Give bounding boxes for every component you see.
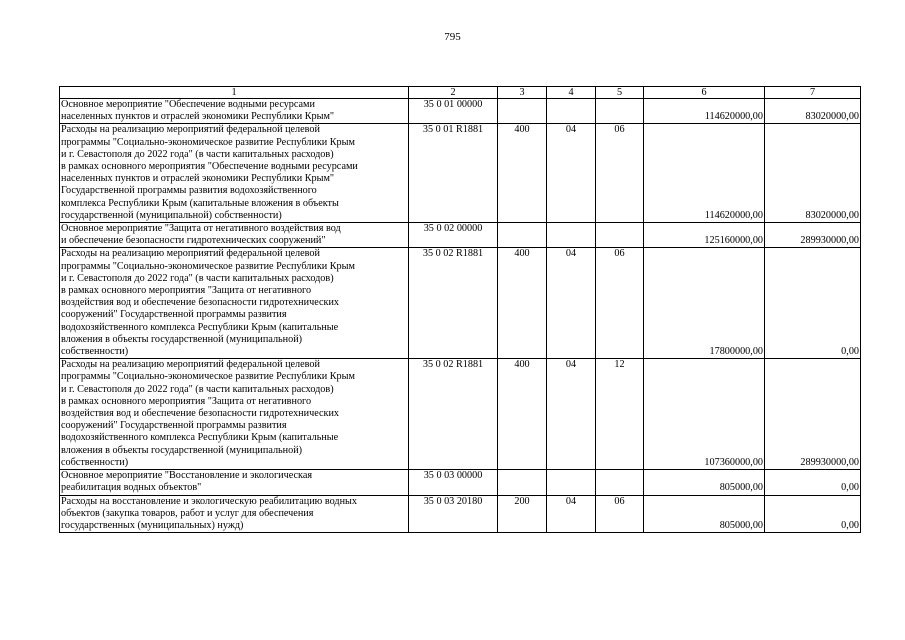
- row-col5: 06: [596, 248, 644, 359]
- table-row: [60, 124, 861, 223]
- row-col4: 04: [547, 359, 596, 470]
- column-header: 5: [596, 87, 644, 99]
- table-row: [60, 470, 861, 495]
- row-col4: 04: [547, 495, 596, 533]
- row-col3: [498, 223, 547, 248]
- column-header: 7: [765, 87, 861, 99]
- table-row: [60, 495, 861, 533]
- row-amount-col6: 114620000,00: [644, 124, 765, 223]
- row-amount-col6: 107360000,00: [644, 359, 765, 470]
- row-col5: [596, 99, 644, 124]
- row-code: 35 0 01 00000: [409, 99, 498, 124]
- row-code: 35 0 03 20180: [409, 495, 498, 533]
- row-amount-col7: 0,00: [765, 495, 861, 533]
- row-amount-col7: 83020000,00: [765, 99, 861, 124]
- table-row: [60, 223, 861, 248]
- row-col3: 200: [498, 495, 547, 533]
- row-col3: 400: [498, 359, 547, 470]
- row-col3: [498, 99, 547, 124]
- row-amount-col7: 289930000,00: [765, 359, 861, 470]
- row-amount-col6: 805000,00: [644, 495, 765, 533]
- row-amount-col7: 0,00: [765, 470, 861, 495]
- row-col5: [596, 470, 644, 495]
- row-col4: 04: [547, 124, 596, 223]
- row-description: Основное мероприятие "Защита от негативного воздействия вод и обеспечение безопасности гидротехнических сооружений": [60, 223, 409, 248]
- table-row: [60, 248, 861, 359]
- row-code: 35 0 01 R1881: [409, 124, 498, 223]
- row-col3: 400: [498, 124, 547, 223]
- row-code: 35 0 02 R1881: [409, 248, 498, 359]
- row-amount-col6: 114620000,00: [644, 99, 765, 124]
- row-col5: [596, 223, 644, 248]
- column-header: 6: [644, 87, 765, 99]
- row-amount-col7: 83020000,00: [765, 124, 861, 223]
- row-col4: [547, 99, 596, 124]
- row-col4: [547, 223, 596, 248]
- table-row: [60, 99, 861, 124]
- budget-table: [59, 86, 861, 533]
- row-code: 35 0 02 00000: [409, 223, 498, 248]
- row-amount-col6: 805000,00: [644, 470, 765, 495]
- row-amount-col6: 17800000,00: [644, 248, 765, 359]
- table-row: [60, 359, 861, 470]
- column-header: 2: [409, 87, 498, 99]
- row-description: Расходы на реализацию мероприятий федеральной целевой программы "Социально-экономическое развитие Республики Крым и г. Севастополя до 2022 года" (в части капитальных расходов) в рамках основного мероприятия "Обеспечение водными ресурсами населенных пунктов и отраслей экономики Республики Крым" Государственной программы развития водохозяйственного комплекса Республики Крым (капитальные вложения в объекты государственной (муниципальной) собственности): [60, 124, 409, 223]
- column-header: 3: [498, 87, 547, 99]
- row-col3: 400: [498, 248, 547, 359]
- row-col5: 12: [596, 359, 644, 470]
- row-description: Расходы на реализацию мероприятий федеральной целевой программы "Социально-экономическое развитие Республики Крым и г. Севастополя до 2022 года" (в части капитальных расходов) в рамках основного мероприятия "Защита от негативного воздействия вод и обеспечение безопасности гидротехнических сооружений" Государственной программы развития водохозяйственного комплекса Республики Крым (капитальные вложения в объекты государственной (муниципальной) собственности): [60, 359, 409, 470]
- row-col4: [547, 470, 596, 495]
- row-amount-col7: 0,00: [765, 248, 861, 359]
- row-description: Основное мероприятие "Восстановление и экологическая реабилитация водных объектов": [60, 470, 409, 495]
- row-code: 35 0 03 00000: [409, 470, 498, 495]
- row-amount-col7: 289930000,00: [765, 223, 861, 248]
- column-header: 4: [547, 87, 596, 99]
- table-header-row: [60, 87, 861, 99]
- row-description: Основное мероприятие "Обеспечение водными ресурсами населенных пунктов и отраслей экономики Республики Крым": [60, 99, 409, 124]
- page-number: 795: [444, 31, 461, 43]
- column-header: 1: [60, 87, 409, 99]
- row-amount-col6: 125160000,00: [644, 223, 765, 248]
- row-description: Расходы на восстановление и экологическую реабилитацию водных объектов (закупка товаров, работ и услуг для обеспечения государственных (муниципальных) нужд): [60, 495, 409, 533]
- row-col4: 04: [547, 248, 596, 359]
- row-code: 35 0 02 R1881: [409, 359, 498, 470]
- row-description: Расходы на реализацию мероприятий федеральной целевой программы "Социально-экономическое развитие Республики Крым и г. Севастополя до 2022 года" (в части капитальных расходов) в рамках основного мероприятия "Защита от негативного воздействия вод и обеспечение безопасности гидротехнических сооружений" Государственной программы развития водохозяйственного комплекса Республики Крым (капитальные вложения в объекты государственной (муниципальной) собственности): [60, 248, 409, 359]
- row-col3: [498, 470, 547, 495]
- row-col5: 06: [596, 124, 644, 223]
- row-col5: 06: [596, 495, 644, 533]
